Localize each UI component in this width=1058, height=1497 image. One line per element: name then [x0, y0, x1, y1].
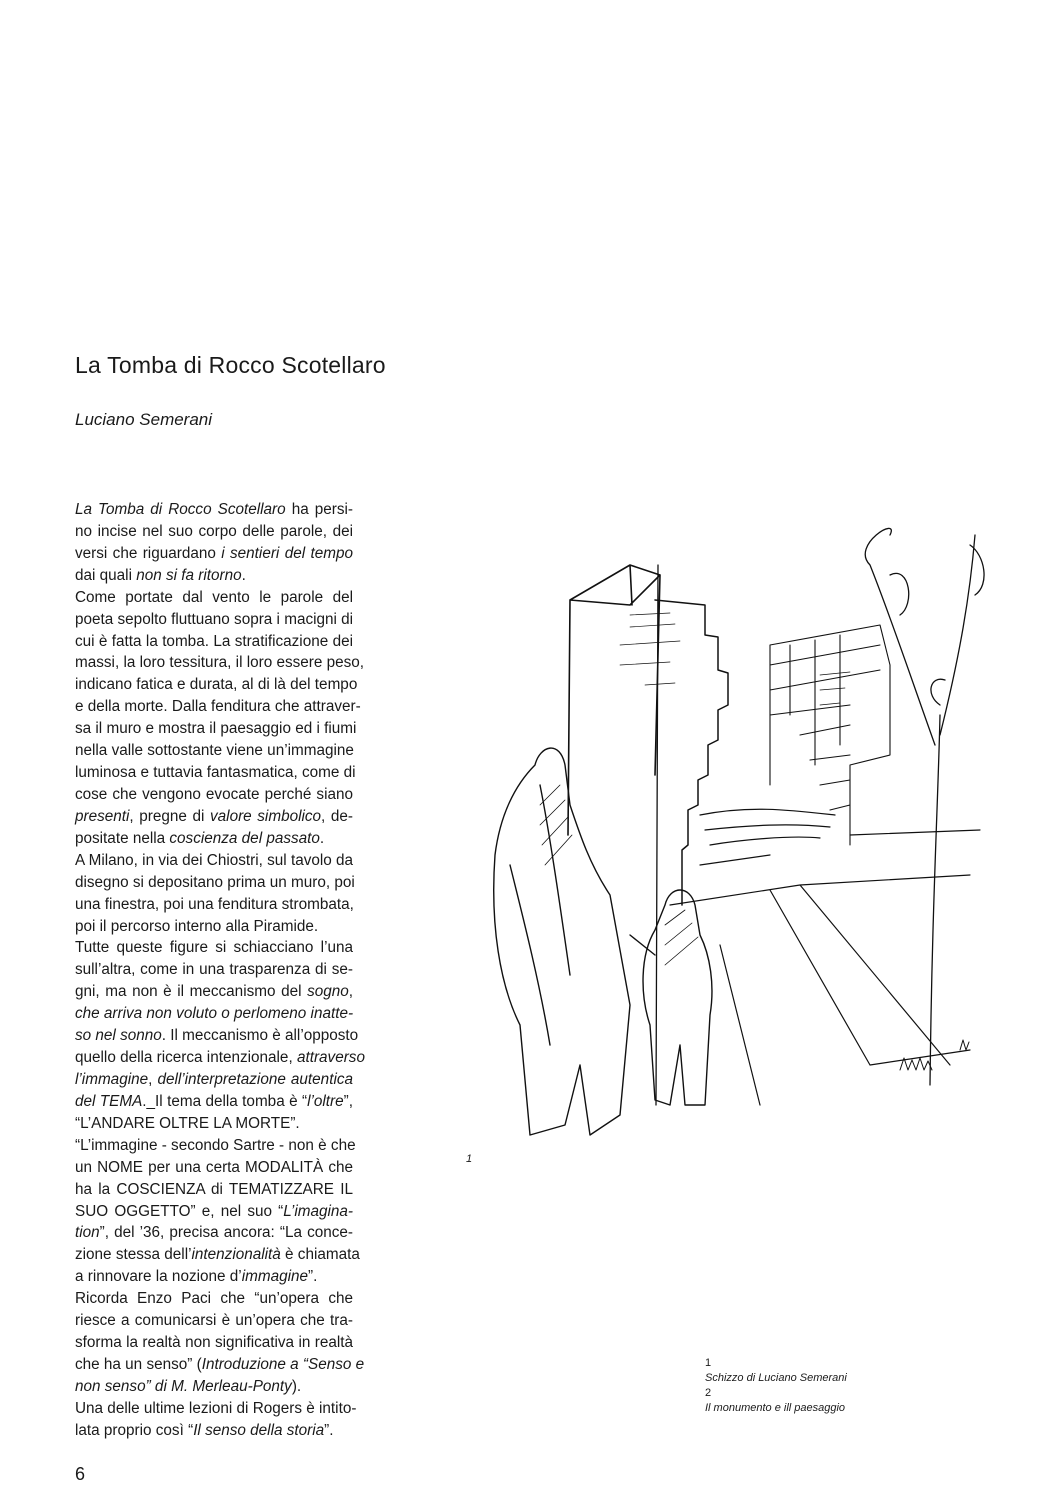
body-text-line [75, 652, 365, 674]
body-text-line [75, 1091, 353, 1113]
body-text-line [75, 981, 353, 1003]
body-text-line [75, 1222, 353, 1244]
text-run: , de- [321, 807, 354, 825]
article-title: La Tomba di Rocco Scotellaro [75, 352, 386, 378]
italic-text-run: sogno [307, 983, 349, 1001]
body-text-line [75, 1025, 359, 1047]
caption-text: Schizzo di Luciano Semerani [705, 1372, 847, 1384]
italic-text-run: del TEMA [75, 1092, 143, 1110]
sketch-landscape [700, 809, 980, 845]
italic-text-run: dell’interpretazione autentica [157, 1070, 353, 1088]
italic-text-run: tion [75, 1224, 100, 1242]
body-text-line [75, 499, 353, 521]
italic-text-run: intenzionalità [191, 1246, 281, 1264]
italic-text-run: che arriva non voluto o perlomeno inatte- [75, 1005, 354, 1023]
text-run: . [241, 566, 246, 584]
body-text-line [75, 1047, 365, 1069]
caption-number: 1 [705, 1357, 712, 1369]
text-run: cui è fatta la tomba. La stratificazione dei [75, 632, 353, 650]
italic-text-run: Introduzione a “Senso e [201, 1355, 365, 1373]
text-run: A Milano, in via dei Chiostri, sul tavolo da [75, 851, 354, 869]
text-run: ha persi- [285, 501, 353, 518]
text-run: , [348, 983, 353, 1001]
sketch-pillar [568, 565, 660, 835]
body-text-line [75, 916, 353, 938]
body-text-line [75, 1244, 360, 1266]
italic-text-run: l’immagine [75, 1070, 149, 1088]
text-run: versi che riguardano [75, 544, 222, 562]
body-text-line [75, 587, 353, 609]
body-text-line [75, 872, 353, 894]
body-text-line [75, 543, 353, 565]
text-run: quello della ricerca intenzionale, [75, 1049, 297, 1067]
text-run: ”, del ’36, precisa ancora: “La conce- [99, 1224, 353, 1242]
text-run: ”. [324, 1421, 334, 1439]
text-run: Una delle ultime lezioni di Rogers è intito- [75, 1399, 357, 1417]
body-text-line [75, 806, 353, 828]
sketch-stepped-wall [655, 600, 728, 905]
body-text-line [75, 1310, 353, 1332]
text-run: una finestra, poi una fenditura strombata, [75, 895, 354, 913]
body-text-line [75, 1420, 353, 1442]
body-text-line [75, 631, 353, 653]
text-run: ._Il tema della tomba è “ [142, 1092, 308, 1110]
text-run: ”. [308, 1268, 318, 1286]
sketch-illustration [470, 505, 990, 1165]
sketch-pillar-line [656, 565, 658, 1105]
text-run: disegno si depositano prima un muro, poi [75, 873, 355, 891]
body-text-line [75, 718, 357, 740]
sketch-figure-adult [494, 748, 630, 1135]
text-run: ). [291, 1377, 302, 1395]
body-text-line [75, 850, 353, 872]
sketch-hatching [540, 785, 698, 965]
text-run: . [319, 829, 325, 847]
text-run: sull’altra, come in una trasparenza di se- [75, 961, 353, 979]
body-text-line [75, 740, 353, 762]
italic-text-run: attraverso [296, 1049, 365, 1067]
body-text-line [75, 784, 353, 806]
text-run: che ha un senso” ( [75, 1355, 202, 1373]
body-text-line [75, 1003, 353, 1025]
text-run: “L’ANDARE OLTRE LA MORTE”. [75, 1114, 300, 1132]
text-run: e della morte. Dalla fenditura che attraver- [75, 698, 361, 716]
body-text-line [75, 1201, 353, 1223]
text-run: un NOME per una certa MODALITÀ che [75, 1158, 353, 1176]
text-run: zione stessa dell’ [75, 1246, 192, 1264]
body-text-line [75, 762, 356, 784]
text-run: sforma la realtà non significativa in realtà [75, 1334, 353, 1352]
text-run: positate nella [75, 829, 170, 847]
italic-text-run: non si fa ritorno [136, 566, 242, 584]
text-run: , [148, 1070, 158, 1088]
figure-number: 1 [466, 1153, 473, 1165]
text-run: gni, ma non è il meccanismo del [75, 983, 308, 1001]
text-run: “L’immagine - secondo Sartre - non è che [75, 1136, 356, 1154]
body-text-line [75, 1266, 353, 1288]
italic-text-run: non senso” di M. Merleau-Ponty [75, 1377, 292, 1395]
body-text-line [75, 828, 353, 850]
article-author: Luciano Semerani [75, 410, 213, 429]
caption-number: 2 [705, 1387, 712, 1399]
body-text-line [75, 1332, 353, 1354]
text-run: Come portate dal vento le parole del [75, 588, 353, 606]
article-body [75, 499, 365, 1442]
italic-text-run: Il senso della storia [193, 1421, 325, 1439]
body-text-line [75, 521, 353, 543]
text-run: SUO OGGETTO” e, nel suo “ [75, 1202, 284, 1220]
figure-captions [705, 1356, 847, 1416]
caption-text: Il monumento e ill paesaggio [705, 1402, 846, 1414]
text-run: , pregne di [129, 807, 211, 825]
text-run: lata proprio così “ [75, 1421, 194, 1439]
body-text-line [75, 894, 353, 916]
text-run: . Il meccanismo è all’opposto [161, 1027, 359, 1045]
text-run: Ricorda Enzo Paci che “un’opera che [75, 1290, 353, 1308]
text-run: ha la COSCIENZA di TEMATIZZARE IL [75, 1180, 353, 1198]
text-run: ”, [343, 1092, 353, 1110]
body-text-line [75, 1113, 353, 1135]
italic-text-run: coscienza del passato [169, 829, 320, 847]
text-run: cose che vengono evocate perché siano [75, 785, 353, 803]
italic-text-run: L’imagina- [283, 1202, 353, 1220]
italic-text-run: La Tomba di Rocco Scotellaro [75, 501, 286, 518]
italic-text-run: presenti [75, 807, 130, 825]
italic-text-run: immagine [241, 1268, 308, 1286]
text-run: poi il percorso interno alla Piramide. [75, 917, 319, 935]
text-run: luminosa e tuttavia fantasmatica, come di [75, 764, 356, 782]
italic-text-run: i sentieri del tempo [221, 544, 353, 562]
text-run: massi, la loro tessitura, il loro essere peso, [75, 654, 365, 672]
text-run: indicano fatica e durata, al di là del tempo [75, 676, 358, 694]
body-text-line [75, 1288, 353, 1310]
body-text-line [75, 609, 353, 631]
body-text-line [75, 1157, 353, 1179]
italic-text-run: so nel sonno [75, 1027, 162, 1045]
text-run: poeta sepolto fluttuano sopra i macigni di [75, 610, 354, 628]
sketch-tree [865, 528, 984, 1085]
body-text-line [75, 696, 361, 718]
text-run: dai quali [75, 566, 137, 584]
body-text-line [75, 674, 358, 696]
text-run: Tutte queste figure si schiacciano l’una [75, 939, 353, 957]
text-run: nella valle sottostante viene un’immagine [75, 742, 354, 760]
italic-text-run: l’oltre [307, 1092, 344, 1110]
body-text-line [75, 565, 353, 587]
body-text-line [75, 937, 353, 959]
body-text-line [75, 1135, 356, 1157]
text-run: a rinnovare la nozione d’ [75, 1268, 242, 1286]
body-text-line [75, 959, 353, 981]
body-text-line [75, 1069, 353, 1091]
text-run: sa il muro e mostra il paesaggio ed i fiumi [75, 720, 357, 738]
body-text-line [75, 1354, 365, 1376]
italic-text-run: valore simbolico [210, 807, 322, 825]
text-run: riesce a comunicarsi è un’opera che tra- [75, 1312, 353, 1330]
text-run: no incise nel suo corpo delle parole, dei [75, 522, 353, 540]
sketch-figure-child [630, 890, 712, 1105]
body-text-line [75, 1398, 357, 1420]
body-text-line [75, 1179, 353, 1201]
body-text-line [75, 1376, 353, 1398]
text-run: è chiamata [280, 1246, 360, 1264]
sketch-back-wall [770, 625, 890, 845]
page-number: 6 [75, 1464, 86, 1484]
